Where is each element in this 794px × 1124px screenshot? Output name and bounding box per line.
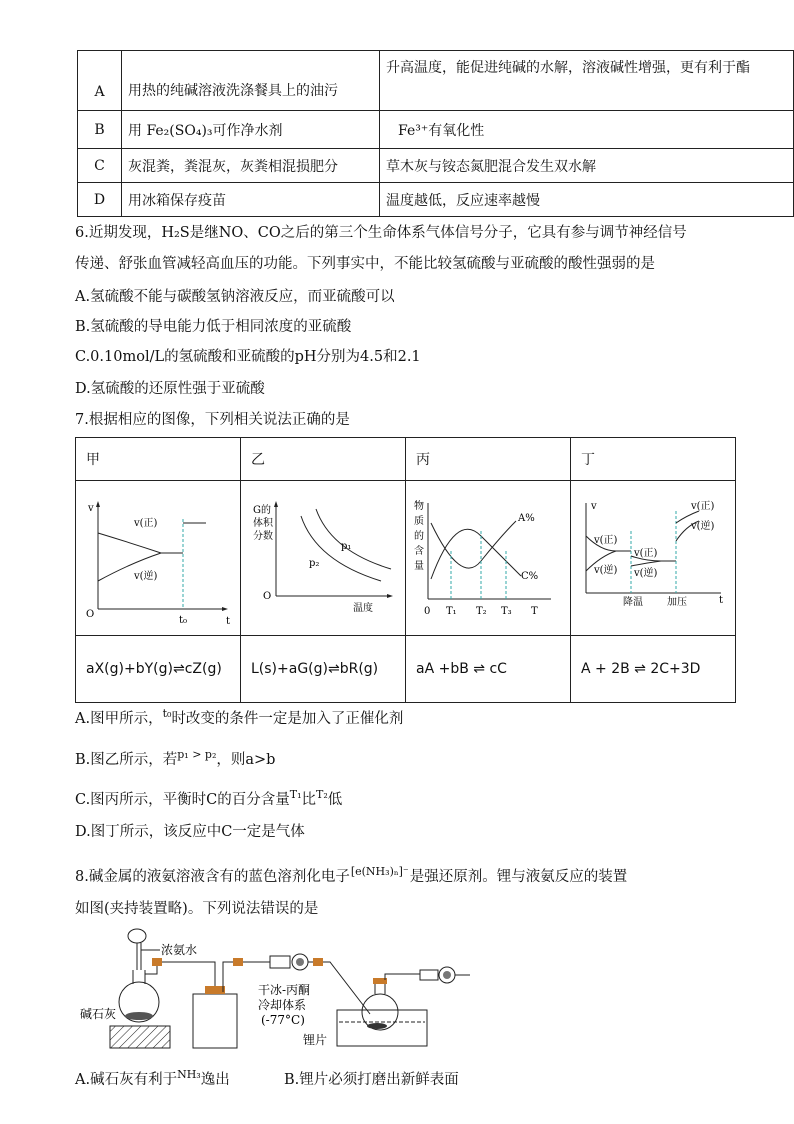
outlet-drying-tube (420, 970, 438, 980)
wash-bottle (193, 994, 237, 1048)
curve-p1 (316, 509, 391, 569)
header-yi: 乙 (241, 438, 406, 481)
dropping-funnel (128, 929, 146, 943)
graph-yi (241, 481, 406, 631)
option-a-suffix: 时改变的条件一定是加入了正催化剂 (171, 711, 404, 727)
q8-formula: [e(NH₃)ₙ]⁻ (350, 865, 409, 879)
curve-c-percent (431, 529, 521, 579)
p1-label: p₁ (341, 541, 352, 552)
options-table (77, 50, 794, 217)
option-c-connector: 比 (301, 792, 317, 808)
cool-label: 降温 (623, 597, 643, 608)
equation-ding: A + 2B ⇌ 2C+3D (571, 636, 736, 703)
row-practice: 灰混粪，粪混灰，灰粪相混损肥分 (122, 149, 380, 183)
graph-bing (406, 481, 571, 631)
q7-option-b (75, 748, 275, 769)
q7-option-c (75, 788, 342, 809)
apparatus-diagram (75, 922, 475, 1058)
delivery-tube-1 (145, 962, 215, 992)
bottle-stopper (205, 986, 225, 994)
option-b-prefix: B.图乙所示，若 (75, 752, 178, 768)
outlet-drying-agent (443, 971, 451, 979)
q6-stem-line1: 6.近期发现，H₂S是继NO、CO之后的第三个生命体系气体信号分子，它具有参与调节神经信号 (75, 225, 687, 241)
lithium-pieces (367, 1023, 387, 1029)
row-letter: D (78, 183, 122, 217)
y-label-1: G的 (253, 505, 271, 516)
rubber-joint-1 (152, 958, 162, 966)
x-label: t (226, 616, 231, 627)
v-forward-label-1: v(正) (594, 535, 618, 546)
table-row (78, 111, 794, 149)
cooling-label-3: (-77°C) (261, 1013, 305, 1027)
curve-reverse-2 (631, 561, 661, 566)
drying-tube (270, 956, 290, 968)
rubber-joint-3 (313, 958, 323, 966)
q6-option-c: C.0.10mol/L的氢硫酸和亚硫酸的pH分别为4.5和2.1 (75, 349, 421, 365)
v-reverse-label: v(逆) (134, 571, 158, 582)
q6-option-a: A.氢硫酸不能与碳酸氢钠溶液反应，而亚硫酸可以 (75, 289, 395, 305)
drying-agent (296, 958, 304, 966)
rubber-joint-2 (233, 958, 243, 966)
option-a-suffix: 逸出 (200, 1072, 230, 1088)
equation-yi: L(s)+aG(g)⇌bR(g) (241, 636, 406, 703)
row-practice: 用冰箱保存疫苗 (122, 183, 380, 217)
q6-option-b: B.氢硫酸的导电能力低于相同浓度的亚硫酸 (75, 319, 352, 335)
press-label: 加压 (667, 597, 687, 608)
header-bing: 丙 (406, 438, 571, 481)
figure-jia (76, 481, 241, 636)
row-reason: 温度越低，反应速率越慢 (380, 183, 794, 217)
table-row (78, 51, 794, 111)
delivery-tube-3 (308, 962, 370, 1014)
heater-block (110, 1026, 170, 1048)
row-letter: A (78, 51, 122, 111)
v-forward-label-3: v(正) (691, 501, 715, 512)
option-a-formula: NH₃ (177, 1068, 201, 1082)
equation-bing: aA +bB ⇌ cC (406, 636, 571, 703)
row-practice: 用 Fe₂(SO₄)₃可作净水剂 (122, 111, 380, 149)
q6-stem-line2: 传递、舒张血管减轻高血压的功能。下列事实中，不能比较氢硫酸与亚硫酸的酸性强弱的是 (75, 256, 655, 272)
q7-option-d: D.图丁所示，该反应中C一定是气体 (75, 824, 305, 840)
option-c-suffix: 低 (327, 792, 343, 808)
y-label: v (88, 503, 94, 514)
header-ding: 丁 (571, 438, 736, 481)
origin-label: O (86, 609, 95, 620)
curve-forward (98, 533, 161, 553)
q7-stem: 7.根据相应的图像，下列相关说法正确的是 (75, 412, 350, 428)
figure-ding (571, 481, 736, 636)
option-c-t2: T₂ (316, 788, 328, 802)
cooling-label-2: 冷却体系 (258, 998, 307, 1012)
row-letter: C (78, 149, 122, 183)
q8-stem-prefix: 8.碱金属的液氨溶液含有的蓝色溶剂化电子 (75, 869, 350, 885)
row-letter: B (78, 111, 122, 149)
table-row (78, 149, 794, 183)
t3-label: T₃ (501, 606, 512, 617)
t1-label: T₁ (446, 606, 457, 617)
x-label: T (531, 606, 538, 617)
q6-option-d: D.氢硫酸的还原性强于亚硫酸 (75, 381, 265, 397)
q8-option-b: B.锂片必须打磨出新鲜表面 (284, 1072, 459, 1088)
y-label-1: 物 (414, 501, 424, 512)
v-reverse-label-2: v(逆) (634, 568, 658, 579)
t2-label: T₂ (476, 606, 487, 617)
x-arrow (222, 607, 228, 611)
y-label-5: 量 (414, 561, 424, 572)
q7-option-a (75, 707, 403, 728)
option-c-t1: T₁ (289, 788, 302, 802)
y-arrow (274, 501, 278, 507)
q8-stem-line2: 如图(夹持装置略)。下列说法错误的是 (75, 901, 319, 917)
outlet-tube (385, 974, 420, 980)
y-label-4: 含 (414, 546, 424, 557)
y-label-3: 分数 (253, 531, 273, 542)
soda-lime-label: 碱石灰 (80, 1007, 117, 1021)
origin-label: 0 (424, 606, 431, 617)
y-label-2: 体积 (253, 518, 273, 529)
y-arrow (96, 501, 100, 507)
graph-jia (76, 481, 241, 631)
soda-lime-solid (125, 1012, 153, 1020)
option-a-prefix: A.碱石灰有利于 (75, 1072, 178, 1088)
figure-bing (406, 481, 571, 636)
row-reason: 升高温度，能促进纯碱的水解，溶液碱性增强，更有利于酯 (380, 51, 794, 111)
v-forward-label-2: v(正) (634, 548, 658, 559)
x-label: 温度 (353, 603, 373, 614)
y-label-2: 质 (414, 516, 424, 527)
row-practice: 用热的纯碱溶液洗涤餐具上的油污 (122, 51, 380, 111)
graph-ding (571, 481, 736, 631)
origin-label: O (263, 591, 272, 602)
header-jia: 甲 (76, 438, 241, 481)
q8-option-a (75, 1068, 230, 1089)
q8-stem-line1 (75, 865, 627, 886)
x-label: t (719, 595, 724, 606)
option-c-prefix: C.图丙所示，平衡时C的百分含量 (75, 792, 290, 808)
v-forward-label: v(正) (134, 518, 158, 529)
q8-stem-suffix: 是强还原剂。锂与液氨反应的装置 (409, 869, 628, 885)
ammonia-label: 浓氨水 (161, 943, 198, 957)
equation-jia: aX(g)+bY(g)⇌cZ(g) (76, 636, 241, 703)
v-reverse-label-3: v(逆) (691, 521, 715, 532)
option-a-symbol: t₀ (162, 707, 172, 721)
graph-table (75, 437, 736, 703)
option-b-symbol: p₁ > p₂ (177, 748, 217, 762)
figure-yi (241, 481, 406, 636)
a-percent-label: A% (518, 513, 535, 524)
x-arrow (387, 594, 393, 598)
row-reason: 草木灰与铵态氮肥混合发生双水解 (380, 149, 794, 183)
c-percent-label: C% (521, 571, 539, 582)
row-reason: Fe³⁺有氧化性 (380, 111, 794, 149)
option-a-prefix: A.图甲所示， (75, 711, 163, 727)
cooling-label-1: 干冰-丙酮 (258, 983, 311, 997)
option-b-suffix: ，则a>b (216, 752, 276, 768)
p2-label: p₂ (309, 558, 320, 569)
lithium-label: 锂片 (303, 1033, 328, 1047)
curve-a-percent (431, 521, 516, 568)
y-label: v (591, 501, 597, 512)
table-row (78, 183, 794, 217)
t0-label: t₀ (179, 615, 188, 626)
v-reverse-label-1: v(逆) (594, 565, 618, 576)
y-label-3: 的 (414, 531, 424, 542)
